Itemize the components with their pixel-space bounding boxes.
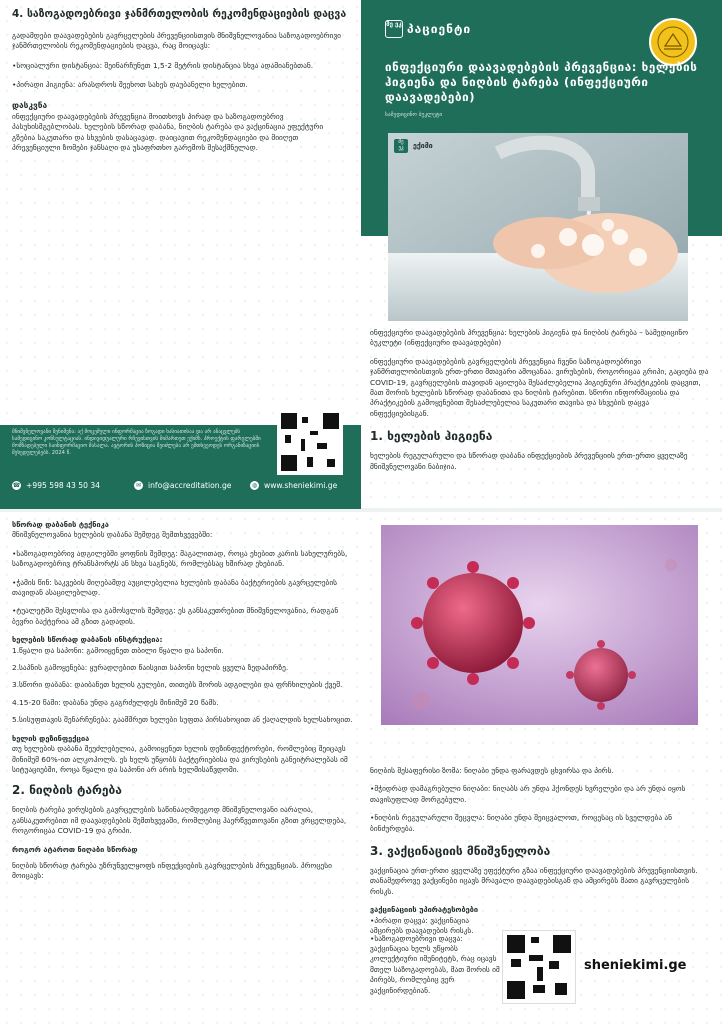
mask-change-bullet: •ნიღბის რეგულარული შეცვლა: ნიღაბი უნდა შეიცვალოთ, როცესაც ის სველდება ან ბინძურდება. bbox=[370, 813, 673, 833]
technique-intro: მნიშვნელოვანია ხელების დაბანა შემდეგ შემთხვევებში: bbox=[12, 530, 213, 540]
mask-how-heading: როგორ ატაროთ ნიღაბი სწორად bbox=[12, 844, 138, 854]
step-2: 2.საპნის გამოყენება: ყურადღებით წაისვით საპონი ხელის ყველა ზედაპირზე. bbox=[12, 663, 289, 673]
mask-size-bullet: ნიღბის შესაფერისი ზომა: ნიღაბი უნდა ფარავდეს ცხვირსა და პირს. bbox=[370, 766, 614, 775]
distance-bullet: •სოციალური დისტანცია: შეინარჩუნეთ 1,5-2 მეტრის დისტანცია სხვა ადამიანებთან. bbox=[12, 60, 314, 70]
email-icon: ✉ bbox=[135, 482, 142, 489]
page-one bbox=[0, 0, 722, 508]
booklet-title: ინფექციური დაავადებების პრევენცია: ხელების ჰიგიენა და ნიღბის ტარება (ინფექციური დაავადებები) bbox=[385, 60, 698, 104]
conclusion-heading: დასკვნა bbox=[12, 99, 48, 110]
section1-heading: 1. ხელების ჰიგიენა bbox=[370, 429, 493, 444]
public-health-section bbox=[12, 8, 348, 154]
benefits-heading: ვაქცინაციის უპირატესობები bbox=[370, 905, 479, 915]
hygiene-bullet: •პირადი ჰიგიენა: არასდროს შეეხოთ სახეს დაუბანელი ხელებით. bbox=[12, 80, 248, 90]
email-contact[interactable] bbox=[134, 481, 231, 490]
conclusion-text: ინფექციური დაავადებების პრევენცია მოითხოვს პირად და საზოგადოებრივ პასუხისმგებლობას. ხელების სწორად დაბანა, ნიღბის ტარება და ვაქცინაცია ეფექტური გზებია საკუთარი და სხვების დასაცავად. დაიცავით რეკომენდაციები და მიიღეთ პრევენციული ზომები ჯანსაღი და უსაფრთხო გარემოს შესაქმნელად. bbox=[12, 112, 324, 153]
accreditation-seal bbox=[649, 18, 697, 66]
phone-contact[interactable] bbox=[12, 481, 100, 490]
section2-heading: 2. ნიღბის ტარება bbox=[12, 783, 122, 798]
photo-badge bbox=[394, 139, 433, 153]
site-label[interactable]: sheniekimi.ge bbox=[584, 958, 687, 973]
doctor-logo-icon: შე ეკ bbox=[394, 139, 408, 153]
sanitizer-text: თუ ხელების დაბანა შეუძლებელია, გამოიყენეთ ხელის დეზინფექტორები, რომლებიც შეიცავს მინიმუმ 60%-ით ალკოჰოლს. ეს ხელს უწყობს ბაქტერიებისა და ვირუსების განეიტრალებას იმ სიტუაციებში, როცა წყალი და საპონი არ არის ხელმისაწვდომი. bbox=[12, 744, 348, 774]
mask-fit-bullet: •მჭიდრად დამაგრებული ნიღაბი: ნიღაბს არ უნდა ჰქონდეს ხვრელები და არ უნდა იყოს თავისუფლად მორგებული. bbox=[370, 784, 686, 804]
section3-heading: 3. ვაქცინაციის მნიშვნელობა bbox=[370, 844, 551, 859]
email-address: info@accreditation.ge bbox=[148, 481, 232, 490]
contact-footer bbox=[0, 425, 361, 509]
step-3: 3.სწორი დაბანა: დაიბანეთ ხელის გულები, თითებს შორის ადგილები და ფრჩხილების ქვეშ. bbox=[12, 680, 343, 690]
brand-name: პაციენტი bbox=[407, 22, 472, 36]
brand-badge: შე ეკ bbox=[385, 20, 403, 38]
photo-caption: ინფექციური დაავადებების პრევენცია: ხელების ჰიგიენა და ნიღბის ტარება – სამედიცინო ბუკლეტი (ინფექციური დაავადებები) bbox=[370, 328, 689, 348]
mask-how-text: ნიღბის სწორად ტარება უზრუნველყოფს ინფექციების გავრცელების პრევენციას. პროცესი მოიცავს: bbox=[12, 860, 332, 881]
section1-text: ხელების რეგულარული და სწორად დაბანა ინფექციების პრევენციის ერთ-ერთი ყველაზე მნიშვნელოვანი ნაბიჯია. bbox=[370, 451, 688, 471]
toilet-bullet: •ტუალეტში შესვლისა და გამოსვლის შემდეგ: ეს განსაკუთრებით მნიშვნელოვანია, რადგან ბევრი ბაქტერია ამ გზით გადადის. bbox=[12, 606, 339, 626]
qr-code[interactable] bbox=[277, 409, 343, 475]
intro-section bbox=[370, 328, 710, 472]
section4-intro: გადამდები დაავადებების გავრცელების პრევენციისთვის მნიშვნელოვანია საზოგადოებრივი ჯანმრთელობის რეკომენდაციების დაცვა, რაც მოიცავს: bbox=[12, 31, 341, 51]
phone-number: +995 598 43 50 34 bbox=[26, 481, 100, 490]
steps-heading: ხელების სწორად დაბანის ინსტრუქცია: bbox=[12, 635, 163, 645]
website-contact[interactable] bbox=[250, 481, 337, 490]
before-eating-bullet: •ჭამის წინ: საკვების მიღებამდე აუცილებელია ხელების დაბანა ბაქტერიების გავრცელების თავიდან ასაცილებლად. bbox=[12, 577, 338, 598]
step-5: 5.სისუფთავის შენარჩუნება: გაამშრეთ ხელები სუფთა პირსახოცით ან ქაღალდის ხელსახოცით. bbox=[12, 715, 353, 725]
handwashing-technique-section bbox=[12, 520, 358, 882]
benefit-personal: •პირადი დაცვა: ვაქცინაცია ამცირებს დაავადების რისკს. bbox=[370, 915, 474, 936]
sanitizer-heading: ხელის დეზინფექცია bbox=[12, 733, 90, 743]
phone-icon: ☎ bbox=[12, 482, 21, 489]
globe-icon: ◍ bbox=[251, 482, 258, 489]
section3-text: ვაქცინაცია ერთ-ერთი ყველაზე ეფექტური გზაა ინფექციური დაავადებების პრევენციისთვის. თანამედროვე ვაქცინები იცავს მრავალი დაავადებისგან და ამცირებს მათი გავრცელების რისკს. bbox=[370, 866, 698, 896]
booklet-subtitle: სამედიცინო ბუკლეტი bbox=[385, 112, 443, 118]
public-places-bullet: •საზოგადოებრივ ადგილებში ყოფნის შემდეგ: მაგალითად, როცა ეხებით კარის სახელურებს, საზოგადოებრივ ტრანსპორტს ან სხვა საგნებს, რომლებსაც ხშირად ეხებიან. bbox=[12, 548, 348, 569]
seal-emblem-icon bbox=[651, 20, 695, 64]
step-1: 1.წყალი და საპონი: გამოიყენეთ თბილი წყალი და საპონი. bbox=[12, 645, 224, 655]
photo-badge-label: ექიმი bbox=[413, 142, 433, 150]
benefit-public: •საზოგადოებრივი დაცვა: ვაქცინაცია ხელს უწყობს კოლექტიური იმუნიტეტს, რაც იცავს მთელ საზოგადოებას, მათ შორის იმ პირებს, რომლებიც ვერ ვაქცინირდებიან. bbox=[370, 933, 500, 995]
step-4: 4.15-20 წამი: დაბანა უნდა გაგრძელდეს მინიმუმ 20 წამს. bbox=[12, 697, 219, 707]
virus-illustration bbox=[381, 525, 698, 725]
booklet-intro: ინფექციური დაავადებების გავრცელების პრევენცია ჩვენი საზოგადოებრივი ჯანმრთელობისთვის ერთ-ერთი მთავარი ამოცანაა. ვირუსების, როგორიცაა გრიპი, გაციება და COVID-19, გავრცელების თავიდან აცილება შესაძლებელია ჰიგიენური პრაქტიკების დაცვით, მათ შორის ხელების სწორად დაბანითა და ნიღბის ტარებით. სწორი ინფორმაციისა და პრაქტიკების გამოყენებით შესაძლებელია საკუთარი თავისა და სხვების დაცვა ინფექციებისგან. bbox=[370, 356, 709, 418]
handwashing-photo bbox=[388, 133, 688, 321]
section4-heading: 4. საზოგადოებრივი ჯანმრთელობის რეკომენდაციების დაცვა bbox=[12, 8, 347, 20]
section2-text: ნიღბის ტარება ვირუსების გავრცელების საწინააღმდეგოდ მნიშვნელოვანი იარაღია, განსაკუთრებით იმ დაავადებების შემთხვევაში, რომლებიც ჰაერწვეთოვანი გზით ვრცელდება, როგორიცაა COVID-19 და გრიპი. bbox=[12, 805, 347, 836]
website-url: www.sheniekimi.ge bbox=[264, 481, 338, 490]
overlay-qr-code[interactable] bbox=[502, 930, 576, 1004]
page-two bbox=[0, 512, 722, 1024]
technique-heading: სწორად დაბანის ტექნიკა bbox=[12, 520, 109, 529]
disclaimer-text: მნიშვნელოვანი შენიშვნა: აქ მოცემული ინფორმაცია ზოგადი ხასიათისაა და არ ანაცვლებს სამედიცინო კონსულტაციას. ინდივიდუალური რჩევისთვის მიმართეთ ექიმს. პროექტის ფარგლებში მომზადებული საინფორმაციო მასალა. ავტორის პოზიცია შეიძლება არ ემთხვეოდეს ორგანიზაციის შეხედულებებს. 2024 წ. bbox=[12, 429, 261, 456]
